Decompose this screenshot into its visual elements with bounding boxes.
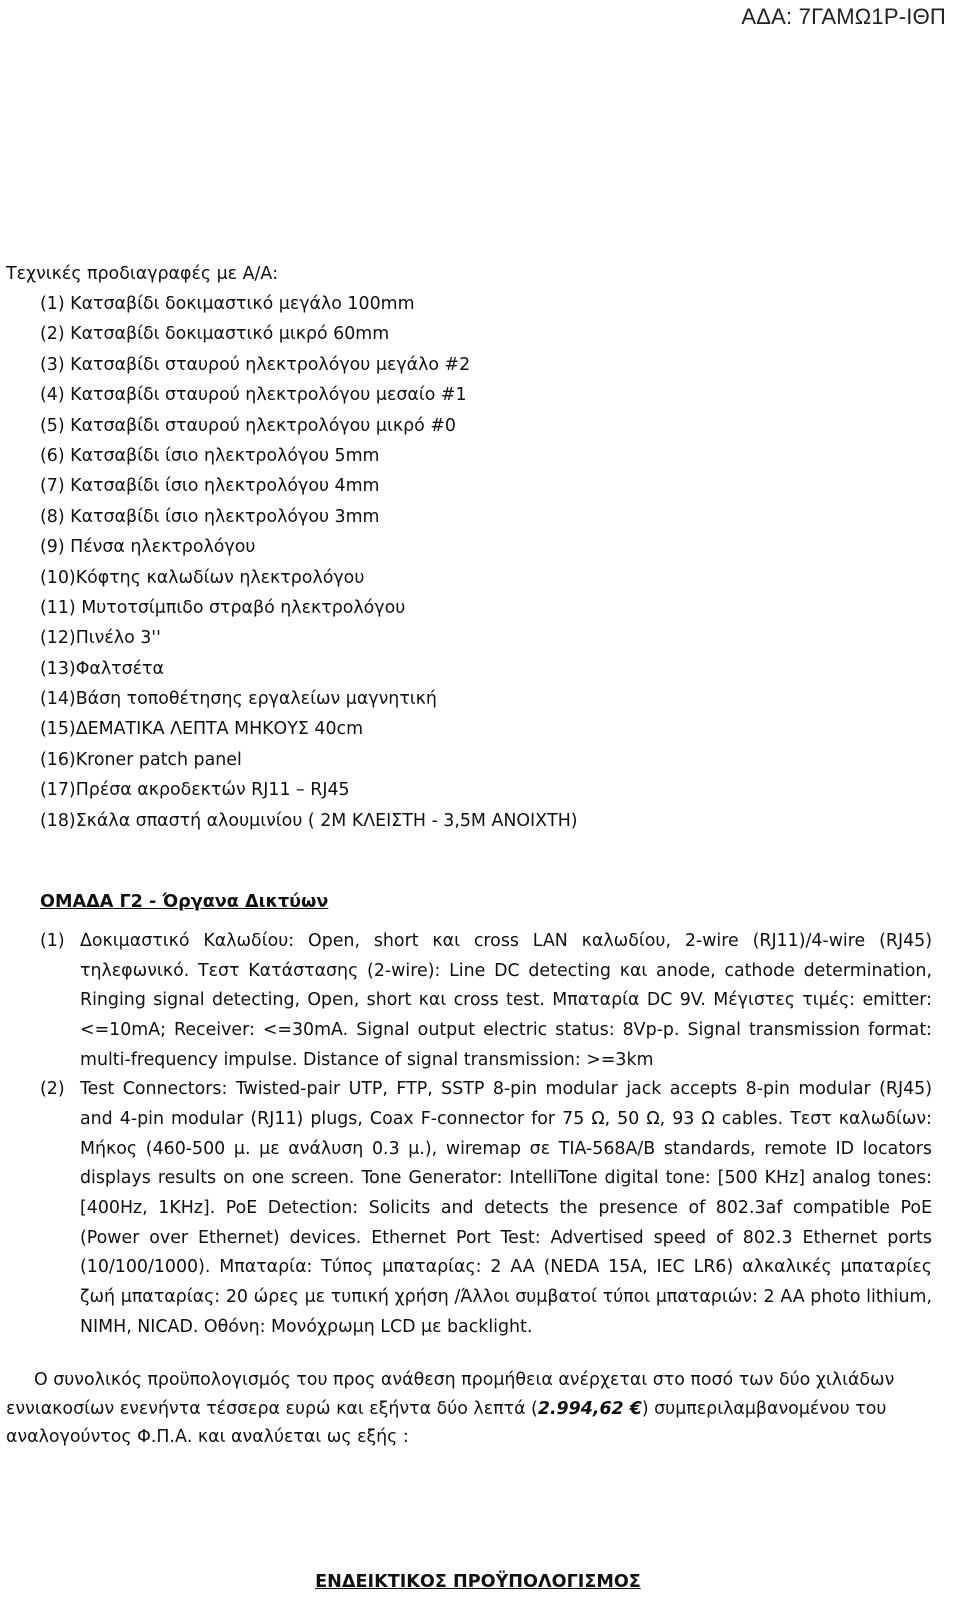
spec-item-text: Δοκιμαστικό Καλωδίου: Open, short και cross LAN καλωδίου, 2-wire (RJ11)/4-wire (RJ45) τηλεφωνικό. Τεστ Κατάστασης (2-wire): Line DC detecting και anode, cathode determination, Ringing signal detecting, Open, short και cross test. Μπαταρία DC 9V. Μέγιστες τιμές: emitter: <=10mA; Receiver: <=30mA. Signal output electric status: 8Vp-p. Signal transmission format: multi-frequency impulse. Distance of signal transmission: >=3km: [80, 931, 932, 1070]
spec-item-text: Test Connectors: Twisted-pair UTP, FTP, SSTP 8-pin modular jack accepts 8-pin modular (RJ45) and 4-pin modular (RJ11) plugs, Coax F-connector for 75 Ω, 50 Ω, 93 Ω cables. Τεστ καλωδίων: Μήκος (460-500 μ. με ανάλυση 0.3 μ.), wiremap σε TIA-568A/B standards, remote ID locators displays results on one screen. Tone Generator: IntelliTone digital tone: [500 KHz] analog tones: [400Hz, 1KHz]. PoE Detection: Solicits and detects the presence of 802.3af compatible PoE (Power over Ethernet) devices. Ethernet Port Test: Advertised speed of 802.3 Ethernet ports (10/100/1000). Μπαταρία: Τύπος μπαταρίας: 2 AA (NEDA 15A, IEC LR6) αλκαλικές μπαταρίες ζωή μπαταρίας: 20 ώρες με τυπική χρήση /Άλλοι συμβατοί τύποι μπαταριών: 2 AA photo lithium, NIMH, NICAD. Οθόνη: Μονόχρωμη LCD με backlight.: [80, 1079, 932, 1337]
list-item: (6) Κατσαβίδι ίσιο ηλεκτρολόγου 5mm: [40, 445, 380, 466]
document-body: [6, 259, 950, 1592]
list-item: (1) Κατσαβίδι δοκιμαστικό μεγάλο 100mm: [40, 294, 415, 314]
spec-item-number: (2): [40, 1079, 65, 1100]
list-item: (9) Πένσα ηλεκτρολόγου: [40, 537, 256, 558]
spec-item-number: (1): [40, 931, 65, 952]
spec-intro: Τεχνικές προδιαγραφές με Α/Α:: [6, 264, 279, 284]
spec-item: [40, 1075, 932, 1342]
list-item: (8) Κατσαβίδι ίσιο ηλεκτρολόγου 3mm: [40, 506, 380, 527]
list-item: (18)Σκάλα σπαστή αλουμινίου ( 2Μ ΚΛΕΙΣΤΗ - 3,5Μ ΑΝΟΙΧΤΗ): [40, 810, 578, 831]
list-item: (17)Πρέσα ακροδεκτών RJ11 – RJ45: [40, 780, 350, 801]
list-item: (13)Φαλτσέτα: [40, 658, 164, 679]
list-item: (5) Κατσαβίδι σταυρού ηλεκτρολόγου μικρό #0: [40, 415, 456, 436]
list-item: (2) Κατσαβίδι δοκιμαστικό μικρό 60mm: [40, 324, 390, 345]
budget-text-after: ) συμπεριλαμβανομένου του αναλογούντος Φ.Π.Α. και αναλύεται ως εξής :: [6, 1398, 887, 1448]
list-item: (14)Βάση τοποθέτησης εργαλείων μαγνητική: [40, 689, 437, 710]
budget-amount: 2.994,62 €: [537, 1398, 642, 1419]
list-item: (11) Μυτοτσίμπιδο στραβό ηλεκτρολόγου: [40, 597, 406, 618]
list-item: (4) Κατσαβίδι σταυρού ηλεκτρολόγου μεσαίο #1: [40, 385, 467, 406]
list-item: (10)Κόφτης καλωδίων ηλεκτρολόγου: [40, 567, 365, 588]
list-item: (7) Κατσαβίδι ίσιο ηλεκτρολόγου 4mm: [40, 476, 380, 497]
list-item: (3) Κατσαβίδι σταυρού ηλεκτρολόγου μεγάλο #2: [40, 354, 471, 375]
budget-heading: ΕΝΔΕΙΚΤΙΚΟΣ ΠΡΟΫΠΟΛΟΓΙΣΜΟΣ: [315, 1572, 641, 1592]
budget-paragraph: [6, 1366, 918, 1452]
group-title: ΟΜΑΔΑ Γ2 - Όργανα Δικτύων: [40, 892, 329, 913]
list-item: (15)ΔΕΜΑΤΙΚΑ ΛΕΠΤΑ ΜΗΚΟΥΣ 40cm: [40, 719, 364, 740]
budget-text-before: Ο συνολικός προϋπολογισμός του προς ανάθεση προμήθεια ανέρχεται στο ποσό των δύο χιλιάδων εννιακοσίων ενενήντα τέσσερα ευρώ και εξήντα δύο λεπτά (: [6, 1370, 895, 1419]
tools-list: [6, 289, 950, 836]
ada-code: ΑΔΑ: 7ΓΑΜΩ1Ρ-ΙΘΠ: [741, 4, 946, 29]
list-item: (12)Πινέλο 3'': [40, 628, 161, 649]
group-spec-list: [6, 927, 950, 1342]
spec-item: [40, 927, 932, 1075]
list-item: (16)Kroner patch panel: [40, 749, 242, 770]
